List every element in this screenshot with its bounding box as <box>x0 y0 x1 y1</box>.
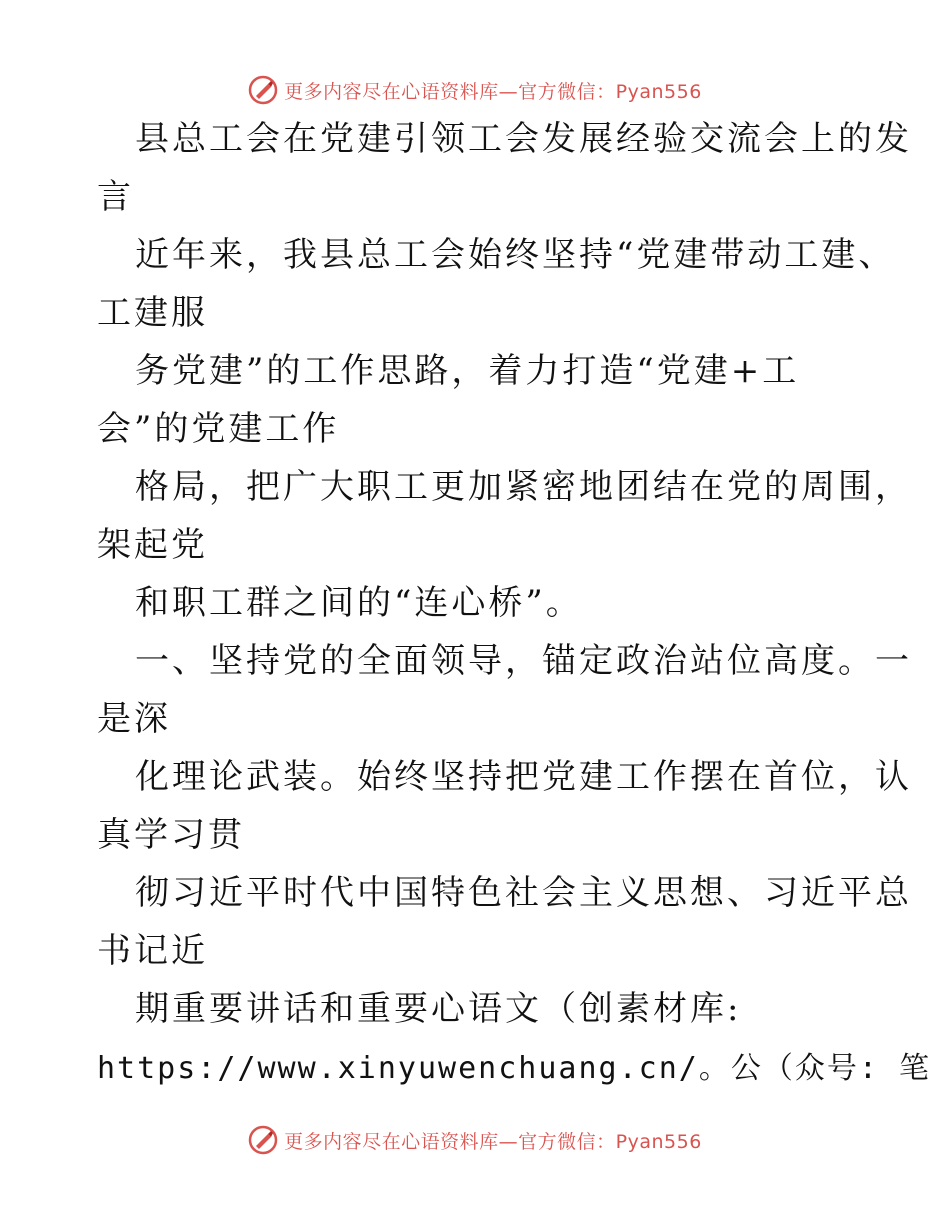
title-line-2: 言 <box>97 177 134 217</box>
title-line-1: 县总工会在党建引领工会发展经验交流会上的发 <box>135 119 912 159</box>
watermark-banner-top <box>0 70 950 110</box>
paragraph-line: 是深 <box>97 699 171 739</box>
paragraph-line: 真学习贯 <box>97 815 245 855</box>
paragraph-line: 务党建”的工作思路，着力打造“党建+工 <box>135 351 800 391</box>
paragraph-line: 书记近 <box>97 931 208 971</box>
paragraph-line: 工建服 <box>97 293 208 333</box>
paragraph-line: 会”的党建工作 <box>97 409 340 449</box>
paragraph-line: 架起党 <box>97 525 208 565</box>
paragraph-line: 化理论武装。始终坚持把党建工作摆在首位，认 <box>135 757 912 797</box>
paragraph-line: 格局，把广大职工更加紧密地团结在党的周围， <box>135 467 912 507</box>
seal-logo-icon <box>248 75 278 105</box>
watermark-banner-bottom <box>0 1120 950 1160</box>
paragraph-line: 和职工群之间的“连心桥”。 <box>135 583 583 623</box>
seal-logo-icon <box>248 1125 278 1155</box>
watermark-text: 更多内容尽在心语资料库—官方微信：Pyan556 <box>284 80 702 103</box>
section-heading-line: 一、坚持党的全面领导，锚定政治站位高度。一 <box>135 641 912 681</box>
url-line: https://www.xinyuwenchuang.cn/。公（众号: 笔 <box>97 1051 931 1086</box>
watermark-text: 更多内容尽在心语资料库—官方微信：Pyan556 <box>284 1130 702 1153</box>
paragraph-line: 彻习近平时代中国特色社会主义思想、习近平总 <box>135 873 912 913</box>
paragraph-line: 近年来，我县总工会始终坚持“党建带动工建、 <box>135 235 896 275</box>
paragraph-line: 期重要讲话和重要心语文（创素材库: <box>135 989 742 1029</box>
